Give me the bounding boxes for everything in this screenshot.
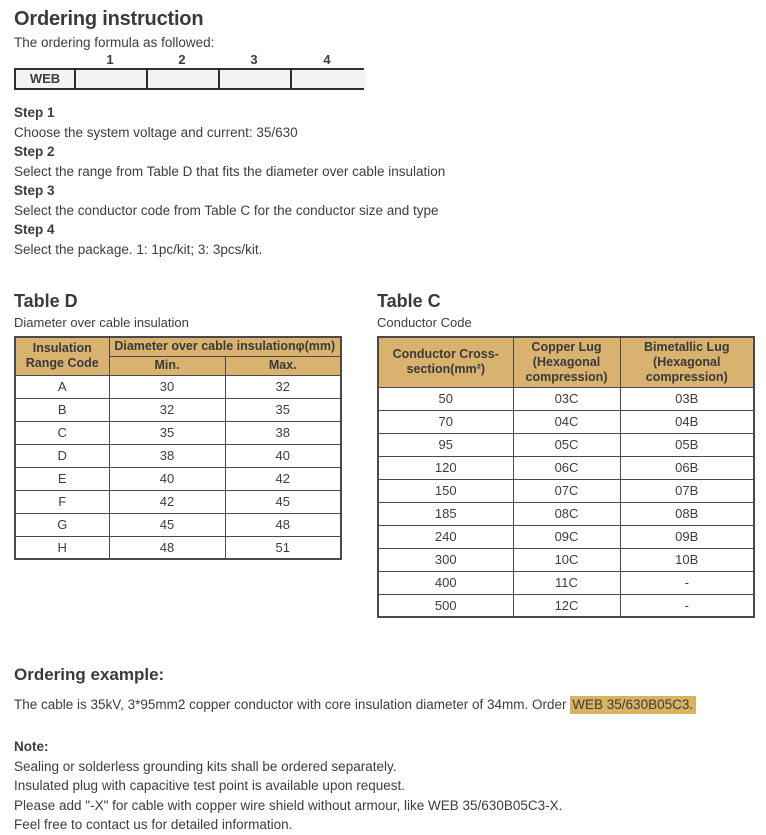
cell-bimetallic-lug: 06B xyxy=(620,456,754,479)
table-d-header-max: Max. xyxy=(225,356,341,375)
cell-max: 51 xyxy=(225,536,341,559)
cell-cross-section: 300 xyxy=(378,548,513,571)
page-title: Ordering instruction xyxy=(14,8,204,30)
formula-blank-cell-1 xyxy=(76,70,148,88)
table-row xyxy=(378,456,754,479)
step-1-text: Choose the system voltage and current: 35/630 xyxy=(14,124,298,140)
cell-copper-lug: 09C xyxy=(513,525,620,548)
table-row xyxy=(15,421,341,444)
cell-min: 35 xyxy=(109,421,225,444)
table-d-subtitle: Diameter over cable insulation xyxy=(14,315,189,330)
table-row xyxy=(15,444,341,467)
cell-min: 32 xyxy=(109,398,225,421)
ordering-example-title: Ordering example: xyxy=(14,665,165,684)
cell-range-code: A xyxy=(15,375,109,398)
table-row xyxy=(378,502,754,525)
formula-position-label: 2 xyxy=(178,52,186,67)
table-c-block xyxy=(377,291,753,618)
formula-blank-cell-3 xyxy=(220,70,292,88)
cell-range-code: H xyxy=(15,536,109,559)
cell-copper-lug: 05C xyxy=(513,433,620,456)
cell-bimetallic-lug: - xyxy=(620,594,754,617)
formula-blank-cell-2 xyxy=(148,70,220,88)
cell-copper-lug: 03C xyxy=(513,387,620,410)
table-d-block xyxy=(14,291,340,560)
table-c-subtitle: Conductor Code xyxy=(377,315,472,330)
table-row xyxy=(15,490,341,513)
table-row xyxy=(15,467,341,490)
table-row xyxy=(378,548,754,571)
table-row xyxy=(378,479,754,502)
table-d-title: Table D xyxy=(14,291,78,311)
note-line-1: Sealing or solderless grounding kits shall be ordered separately. xyxy=(14,758,397,774)
cell-min: 40 xyxy=(109,467,225,490)
cell-copper-lug: 07C xyxy=(513,479,620,502)
table-row xyxy=(378,410,754,433)
formula-position-label: 1 xyxy=(106,52,114,67)
table-c xyxy=(377,336,755,618)
table-row xyxy=(15,398,341,421)
tables-section xyxy=(14,291,755,618)
cell-copper-lug: 12C xyxy=(513,594,620,617)
cell-max: 35 xyxy=(225,398,341,421)
note-label: Note: xyxy=(14,739,49,754)
cell-bimetallic-lug: 10B xyxy=(620,548,754,571)
cell-bimetallic-lug: 08B xyxy=(620,502,754,525)
cell-cross-section: 185 xyxy=(378,502,513,525)
cell-cross-section: 240 xyxy=(378,525,513,548)
cell-max: 42 xyxy=(225,467,341,490)
step-2-text: Select the range from Table D that fits the diameter over cable insulation xyxy=(14,163,446,179)
cell-range-code: B xyxy=(15,398,109,421)
table-d-header-range-code: Insulation Range Code xyxy=(15,337,109,375)
cell-cross-section: 50 xyxy=(378,387,513,410)
step-4-label: Step 4 xyxy=(14,222,55,237)
steps-section xyxy=(14,103,755,259)
cell-bimetallic-lug: 09B xyxy=(620,525,754,548)
cell-bimetallic-lug: - xyxy=(620,571,754,594)
cell-min: 30 xyxy=(109,375,225,398)
table-row xyxy=(15,375,341,398)
table-row xyxy=(378,433,754,456)
formula-position-label: 3 xyxy=(250,52,258,67)
table-c-header-copper-lug: Copper Lug (Hexagonal compression) xyxy=(513,337,620,387)
table-d-header-min: Min. xyxy=(109,356,225,375)
formula-prefix-cell: WEB xyxy=(16,70,76,88)
cell-range-code: C xyxy=(15,421,109,444)
table-c-title: Table C xyxy=(377,291,441,311)
table-row xyxy=(15,513,341,536)
cell-max: 40 xyxy=(225,444,341,467)
cell-max: 45 xyxy=(225,490,341,513)
formula-intro: The ordering formula as followed: xyxy=(14,35,215,50)
cell-range-code: E xyxy=(15,467,109,490)
cell-range-code: D xyxy=(15,444,109,467)
table-d-header-span: Diameter over cable insulationφ(mm) xyxy=(109,337,341,356)
cell-copper-lug: 10C xyxy=(513,548,620,571)
table-c-header-cross-section: Conductor Cross-section(mm²) xyxy=(378,337,513,387)
cell-min: 45 xyxy=(109,513,225,536)
table-c-header-bimetallic-lug: Bimetallic Lug (Hexagonal compression) xyxy=(620,337,754,387)
step-3-text: Select the conductor code from Table C for the conductor size and type xyxy=(14,202,439,218)
note-line-2: Insulated plug with capacitive test point is available upon request. xyxy=(14,778,405,793)
note-line-3: Please add "-X" for cable with copper wire shield without armour, like WEB 35/630B05C3-X. xyxy=(14,797,563,813)
table-row xyxy=(15,536,341,559)
cell-cross-section: 150 xyxy=(378,479,513,502)
ordering-formula xyxy=(14,53,364,90)
table-row xyxy=(378,594,754,617)
cell-min: 38 xyxy=(109,444,225,467)
step-1-label: Step 1 xyxy=(14,105,55,120)
cell-bimetallic-lug: 04B xyxy=(620,410,754,433)
cell-bimetallic-lug: 07B xyxy=(620,479,754,502)
cell-bimetallic-lug: 05B xyxy=(620,433,754,456)
cell-cross-section: 400 xyxy=(378,571,513,594)
example-text-before: The cable is 35kV, 3*95mm2 copper conductor with core insulation diameter of 34mm. Order xyxy=(14,697,571,712)
cell-copper-lug: 11C xyxy=(513,571,620,594)
cell-max: 38 xyxy=(225,421,341,444)
cell-range-code: G xyxy=(15,513,109,536)
step-4-text: Select the package. 1: 1pc/kit; 3: 3pcs/kit. xyxy=(14,241,263,257)
cell-copper-lug: 06C xyxy=(513,456,620,479)
cell-range-code: F xyxy=(15,490,109,513)
cell-min: 48 xyxy=(109,536,225,559)
step-3-label: Step 3 xyxy=(14,183,55,198)
step-2-label: Step 2 xyxy=(14,144,55,159)
cell-cross-section: 500 xyxy=(378,594,513,617)
table-row xyxy=(378,387,754,410)
table-row xyxy=(378,525,754,548)
cell-cross-section: 120 xyxy=(378,456,513,479)
formula-table xyxy=(14,68,364,90)
cell-copper-lug: 04C xyxy=(513,410,620,433)
cell-max: 32 xyxy=(225,375,341,398)
note-line-4: Feel free to contact us for detailed information. xyxy=(14,817,293,832)
ordering-example-text xyxy=(14,696,755,714)
table-d xyxy=(14,336,342,560)
example-order-code-highlight: WEB 35/630B05C3. xyxy=(570,696,696,714)
cell-min: 42 xyxy=(109,490,225,513)
formula-position-labels xyxy=(14,53,364,68)
formula-blank-cell-4 xyxy=(292,70,366,88)
cell-cross-section: 70 xyxy=(378,410,513,433)
formula-position-label: 4 xyxy=(323,52,331,67)
table-row xyxy=(378,571,754,594)
formula-label-spacer xyxy=(14,53,74,68)
cell-max: 48 xyxy=(225,513,341,536)
cell-cross-section: 95 xyxy=(378,433,513,456)
cell-copper-lug: 08C xyxy=(513,502,620,525)
cell-bimetallic-lug: 03B xyxy=(620,387,754,410)
